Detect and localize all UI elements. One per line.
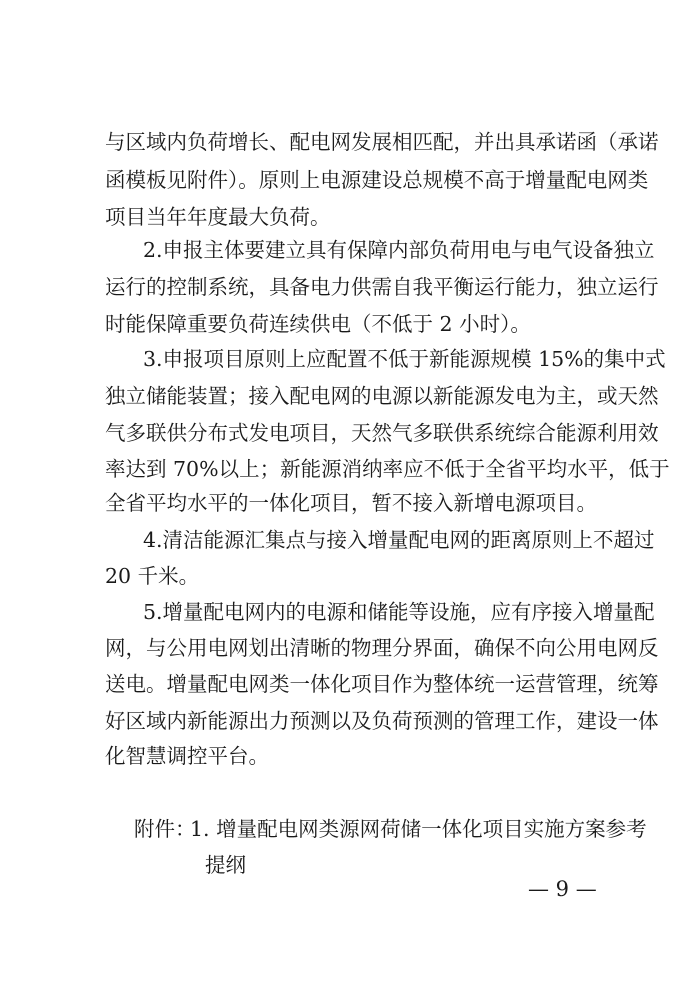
- paragraph-5-line-4: 好区域内新能源出力预测以及负荷预测的管理工作，建设一体: [105, 709, 659, 733]
- attachment-item-1-line-1: 1. 增量配电网类源网荷储一体化项目实施方案参考: [190, 817, 647, 841]
- paragraph-5-line-3: 送电。增量配电网类一体化项目作为整体统一运营管理，统筹: [105, 672, 659, 696]
- attachment-label: 附件：: [134, 817, 196, 841]
- paragraph-3-line-1: 3.申报项目原则上应配置不低于新能源规模 15%的集中式: [143, 347, 666, 371]
- paragraph-5-line-1: 5.增量配电网内的电源和储能等设施，应有序接入增量配: [143, 600, 655, 624]
- paragraph-3-line-5: 全省平均水平的一体化项目，暂不接入新增电源项目。: [105, 491, 597, 515]
- paragraph-4-line-2: 20 千米。: [105, 564, 200, 588]
- paragraph-1-line-3: 项目当年年度最大负荷。: [105, 205, 331, 229]
- paragraph-3-line-2: 独立储能装置；接入配电网的电源以新能源发电为主，或天然: [105, 384, 659, 408]
- paragraph-2-line-1: 2.申报主体要建立具有保障内部负荷用电与电气设备独立: [143, 238, 655, 262]
- paragraph-2-line-3: 时能保障重要负荷连续供电（不低于 2 小时）。: [105, 312, 531, 336]
- paragraph-3-line-3: 气多联供分布式发电项目，天然气多联供系统综合能源利用效: [105, 421, 659, 445]
- paragraph-5-line-2: 网，与公用电网划出清晰的物理分界面，确保不向公用电网反: [105, 636, 659, 660]
- paragraph-2-line-2: 运行的控制系统，具备电力供需自我平衡运行能力，独立运行: [105, 275, 659, 299]
- paragraph-3-line-4: 率达到 70%以上；新能源消纳率应不低于全省平均水平，低于: [105, 457, 670, 481]
- paragraph-1-line-1: 与区域内负荷增长、配电网发展相匹配，并出具承诺函（承诺: [105, 130, 659, 154]
- paragraph-4-line-1: 4.清洁能源汇集点与接入增量配电网的距离原则上不超过: [143, 528, 655, 552]
- paragraph-1-line-2: 函模板见附件）。原则上电源建设总规模不高于增量配电网类: [105, 168, 649, 192]
- paragraph-5-line-5: 化智慧调控平台。: [105, 744, 269, 768]
- page-number: — 9 —: [528, 877, 597, 901]
- attachment-item-1-line-2: 提纲: [205, 853, 246, 877]
